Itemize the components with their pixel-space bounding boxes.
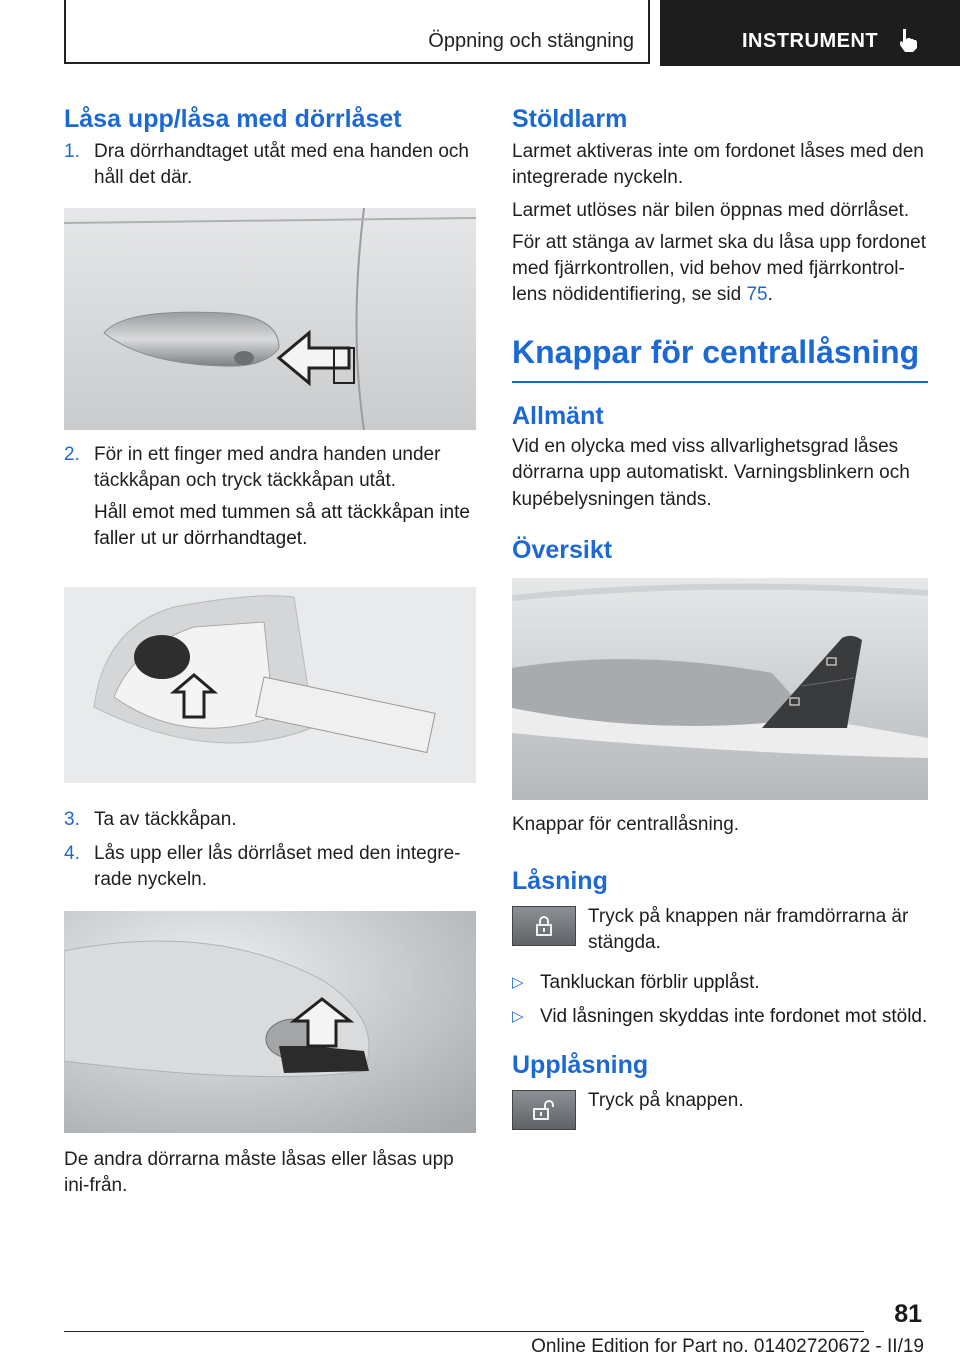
cover-cap-photo <box>64 587 476 783</box>
page-reference-link[interactable]: 75 <box>746 284 768 306</box>
locking-heading: Låsning <box>512 867 608 896</box>
step-3 <box>64 807 476 833</box>
step-number: 3. <box>64 808 80 830</box>
footer-divider <box>64 1331 864 1332</box>
section-title: Öppning och stängning <box>428 30 634 52</box>
alarm-paragraph-3 <box>512 230 928 309</box>
step-2 <box>64 442 476 494</box>
step-1 <box>64 139 476 191</box>
page-number: 81 <box>894 1300 922 1328</box>
overview-caption: Knappar för centrallåsning. <box>512 814 740 836</box>
bullet-text: Tankluckan förblir upplåst. <box>540 972 760 994</box>
step-2-note: Håll emot med tummen så att täckkåpan inte faller ut ur dörrhandtaget. <box>94 502 470 550</box>
edition-footer: Online Edition for Part no. 01402720672 - II/19 <box>531 1336 924 1357</box>
locking-bullet <box>512 970 928 996</box>
step-number: 4. <box>64 842 80 864</box>
alarm-paragraph-1: Larmet aktiveras inte om fordonet låses med den integrerade nyckeln. <box>512 141 924 189</box>
header-chapter-box <box>660 0 960 66</box>
lock-icon <box>533 915 555 937</box>
header-section-box <box>64 0 650 64</box>
general-text: Vid en olycka med viss allvarlighetsgrad låses dörrarna upp automatiskt. Varningsblinkern och kupébelysningen tänds. <box>512 436 910 510</box>
central-locking-buttons-photo <box>512 578 928 800</box>
overview-heading: Översikt <box>512 535 613 564</box>
lock-button-image <box>512 906 576 946</box>
unlock-icon <box>531 1099 557 1121</box>
alarm-paragraph-3-end: . <box>767 284 773 306</box>
unlocking-row <box>512 1088 928 1130</box>
unlocking-text: Tryck på knappen. <box>588 1089 744 1111</box>
step-text: Lås upp eller lås dörrlåset med den integre‐rade nyckeln. <box>94 842 461 890</box>
door-handle-pull-photo <box>64 208 476 430</box>
step-text: För in ett finger med andra handen under täckkåpan och tryck täckkåpan utåt. <box>94 443 441 491</box>
locking-bullet <box>512 1004 928 1030</box>
triangle-bullet-icon: ▷ <box>512 974 524 992</box>
chapter-title: INSTRUMENT <box>742 30 879 52</box>
triangle-bullet-icon: ▷ <box>512 1008 524 1026</box>
key-in-lock-photo <box>64 911 476 1133</box>
step-4 <box>64 841 476 893</box>
bullet-text: Vid låsningen skyddas inte fordonet mot stöld. <box>540 1006 928 1028</box>
page-header <box>0 0 960 66</box>
alarm-paragraph-3-text: För att stänga av larmet ska du låsa upp fordonet med fjärrkontrollen, vid behov med fjärrkontrol‐lens nödidentifiering, se sid <box>512 231 927 306</box>
door-lock-heading: Låsa upp/låsa med dörrlåset <box>64 105 402 133</box>
unlock-button-image <box>512 1090 576 1130</box>
left-column <box>64 100 476 1200</box>
step-text: Ta av täckkåpan. <box>94 808 237 830</box>
step-text: Dra dörrhandtaget utåt med ena handen och håll det där. <box>94 141 469 189</box>
central-locking-heading: Knappar för centrallåsning <box>512 333 928 383</box>
step-number: 1. <box>64 141 80 163</box>
general-heading: Allmänt <box>512 401 604 430</box>
closing-note: De andra dörrarna måste låsas eller låsas upp ini‐från. <box>64 1149 454 1197</box>
pointing-hand-icon <box>894 26 922 54</box>
unlocking-heading: Upplåsning <box>512 1051 649 1080</box>
step-number: 2. <box>64 443 80 465</box>
alarm-heading: Stöldlarm <box>512 105 628 133</box>
locking-row <box>512 904 928 956</box>
alarm-paragraph-2: Larmet utlöses när bilen öppnas med dörrlåset. <box>512 199 910 221</box>
locking-text: Tryck på knappen när framdörrarna är stängda. <box>588 905 909 953</box>
right-column <box>512 100 928 1130</box>
